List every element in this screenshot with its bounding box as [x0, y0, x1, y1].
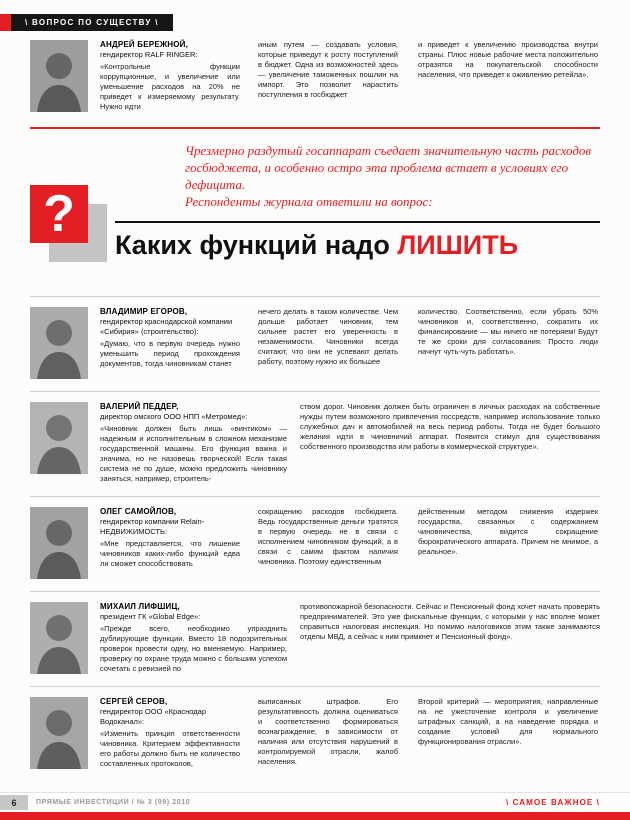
portrait-silhouette-icon	[30, 507, 88, 579]
quote-column-1: «Мне представляется, что лишение чиновников каких-либо функций едва ли сможет способствовать	[100, 539, 240, 568]
expert-entry-egorov	[30, 296, 600, 391]
column-1	[100, 307, 240, 369]
photo-berezhnoy	[30, 40, 88, 112]
headline-red-part: ЛИШИТЬ	[397, 230, 519, 260]
quote-column-1: «Чиновник должен быть лишь «винтиком» — надежным и исполнительным в сложном механизме государственной машины. Его функция важна и значима, но не назовешь творческой! Если такая система не по душе, можно предложить чиновнику заняться, например, строитель-	[100, 424, 287, 483]
quote-column-3: количество. Соответственно, если убрать 50% чиновников и, соответственно, сократить их финансирование — мы ничего не потеряем! Будут те же сроки для согласования. Просто люди начнут чуть-чуть работать».	[418, 307, 598, 356]
portrait-silhouette-icon	[30, 402, 88, 474]
quote-column-2: выписанных штрафов. Его результативность должна оцениваться и соответственно формироваться вознаграждение, в зависимости от наличия или отсутствия нарушений в контролируемой отрасли, жалоб населения.	[258, 697, 398, 766]
magazine-title: ПРЯМЫЕ ИНВЕСТИЦИИ / № 3 (99) 2010	[36, 799, 191, 806]
expert-name: СЕРГЕЙ СЕРОВ,	[100, 697, 168, 706]
photo-pedder	[30, 402, 88, 474]
column-1	[100, 507, 240, 569]
quote-column-3: и приведет к увеличению производства внутри страны. Плюс новые рабочие места положительно отразятся на покупательской способности населения, что приведет к оживлению ретейла».	[418, 40, 598, 79]
quote-column-2: противопожарной безопасности. Сейчас и Пенсионный фонд хочет начать проверять предпринимателей. Это уже фискальные функции, с которыми у нас вполне может справиться налоговая инспекция. Но помимо налоговиков этим также занимаются отделы МВД, а сейчас к ним примкнет и Пенсионный фонд».	[300, 602, 600, 641]
lead-question-intro: Респонденты журнала ответили на вопрос:	[185, 194, 433, 209]
experts-list	[30, 296, 600, 781]
quote-column-2: сокращению расходов госбюджета. Ведь государственные деньги тратятся в первую очередь не в связи с исполнением чиновником функций, а в связи с самим фактом наличия чиновника. Поэтому единственным	[258, 507, 398, 566]
quote-column-2: нечего делать в таком количестве. Чем дольше работает чиновник, тем сильнее растет его уверенность в незаменимости. Чиновники всегда считают, что они не успевают делать работу, поэтому нужно их большее	[258, 307, 398, 366]
bottom-red-bar	[0, 812, 630, 820]
page-title	[115, 221, 600, 261]
page-footer	[0, 792, 630, 812]
expert-name: ВЛАДИМИР ЕГОРОВ,	[100, 307, 188, 316]
entry-columns	[100, 402, 600, 484]
photo-samoylov	[30, 507, 88, 579]
lead-paragraph	[185, 142, 597, 210]
expert-entry-serov	[30, 686, 600, 781]
question-mark-graphic	[30, 185, 110, 265]
lead-text: Чрезмерно раздутый госаппарат съедает значительную часть расходов госбюджета, и особенно остро эта проблема встает в условиях его дефицита.	[185, 143, 592, 192]
expert-name: ОЛЕГ САМОЙЛОВ,	[100, 507, 177, 516]
expert-entry-berezhnoy	[30, 40, 600, 112]
question-mark-icon: ?	[30, 185, 88, 243]
quote-column-2: иным путем — создавать условия, которые приведут к росту поступлений в бюджет. Одна из возможностей здесь — увеличение таможенных пошлин на импорт. Это позволит нарастить поступления в госбюджет	[258, 40, 398, 99]
portrait-silhouette-icon	[30, 40, 88, 112]
quote-column-1: «Думаю, что в первую очередь нужно уменьшить период прохождения документов, тогда чиновникам станет	[100, 339, 240, 368]
photo-egorov	[30, 307, 88, 379]
expert-name: ВАЛЕРИЙ ПЕДДЕР,	[100, 402, 179, 411]
footer-section-tag: \ САМОЕ ВАЖНОЕ \	[505, 798, 600, 807]
entry-columns	[100, 602, 600, 674]
expert-name: МИХАИЛ ЛИФШИЦ,	[100, 602, 180, 611]
entry-columns	[100, 697, 600, 769]
expert-title: гендиректор ООО «Краснодар Водоканал»:	[100, 707, 207, 726]
expert-title: гендиректор RALF RINGER:	[100, 50, 198, 59]
quote-column-1: «Изменить принцип ответственности чиновника. Критерием эффективности его работы должно быть не количество составленных протоколов,	[100, 729, 240, 768]
entry-columns	[100, 40, 600, 112]
entry-columns	[100, 307, 600, 379]
red-divider-rule	[30, 127, 600, 129]
photo-serov	[30, 697, 88, 769]
column-left	[100, 402, 287, 484]
expert-title: гендиректор компании Relain-НЕДВИЖИМОСТЬ:	[100, 517, 205, 536]
page-number: 6	[0, 795, 28, 810]
photo-lifshits	[30, 602, 88, 674]
expert-title: гендиректор краснодарской компании «Сибирия» (строительство):	[100, 317, 233, 336]
quote-column-2: ством дорог. Чиновник должен быть ограничен в личных расходах на собственные нужды путем возможного привлечения госсредств, например использование только служебных дач и автомобилей на весь период работы. Тогда не будет большого желания идти в чиновничий аппарат. Появится стимул для существования собственного производства или работы в коммерческой структуре».	[300, 402, 600, 451]
quote-column-3: Второй критерий — мероприятия, направленные на не ужесточение контроля и увеличение штрафных санкций, а на наведение порядка и создание условий для нормального функционирования отрасли».	[418, 697, 598, 746]
quote-column-1: «Прежде всего, необходимо упразднить дублирующие функции. Вместо 18 подозрительных проверок провести одну, но вменяемую. Например, проверку по охране труда можно с большим успехом сочетать с ревизией по	[100, 624, 287, 673]
entry-columns	[100, 507, 600, 579]
column-1	[100, 697, 240, 769]
section-tag-label: \ ВОПРОС ПО СУЩЕСТВУ \	[11, 14, 173, 31]
headline-black-part: Каких функций надо	[115, 230, 398, 260]
expert-name: АНДРЕЙ БЕРЕЖНОЙ,	[100, 40, 189, 49]
red-square-mark	[0, 14, 11, 31]
portrait-silhouette-icon	[30, 602, 88, 674]
portrait-silhouette-icon	[30, 697, 88, 769]
column-left	[100, 602, 287, 674]
column-1	[100, 40, 240, 112]
expert-title: президент ГК «Global Edge»:	[100, 612, 201, 621]
expert-entry-lifshits	[30, 591, 600, 686]
section-tag-bar	[0, 14, 173, 31]
expert-entry-samoylov	[30, 496, 600, 591]
quote-column-3: действенным методом снижения издержек государства, связанных с содержанием чиновничества, видится сокращение бюрократического аппарата. Причем не мнимое, а реальное».	[418, 507, 598, 556]
quote-column-1: «Контрольные функции коррупционные, и увеличение или уменьшение расходов на 20% не приведет к измеряемому результату. Нужно идти	[100, 62, 240, 111]
expert-entry-pedder	[30, 391, 600, 496]
portrait-silhouette-icon	[30, 307, 88, 379]
expert-title: директор омского ООО НПП «Метромед»:	[100, 412, 248, 421]
